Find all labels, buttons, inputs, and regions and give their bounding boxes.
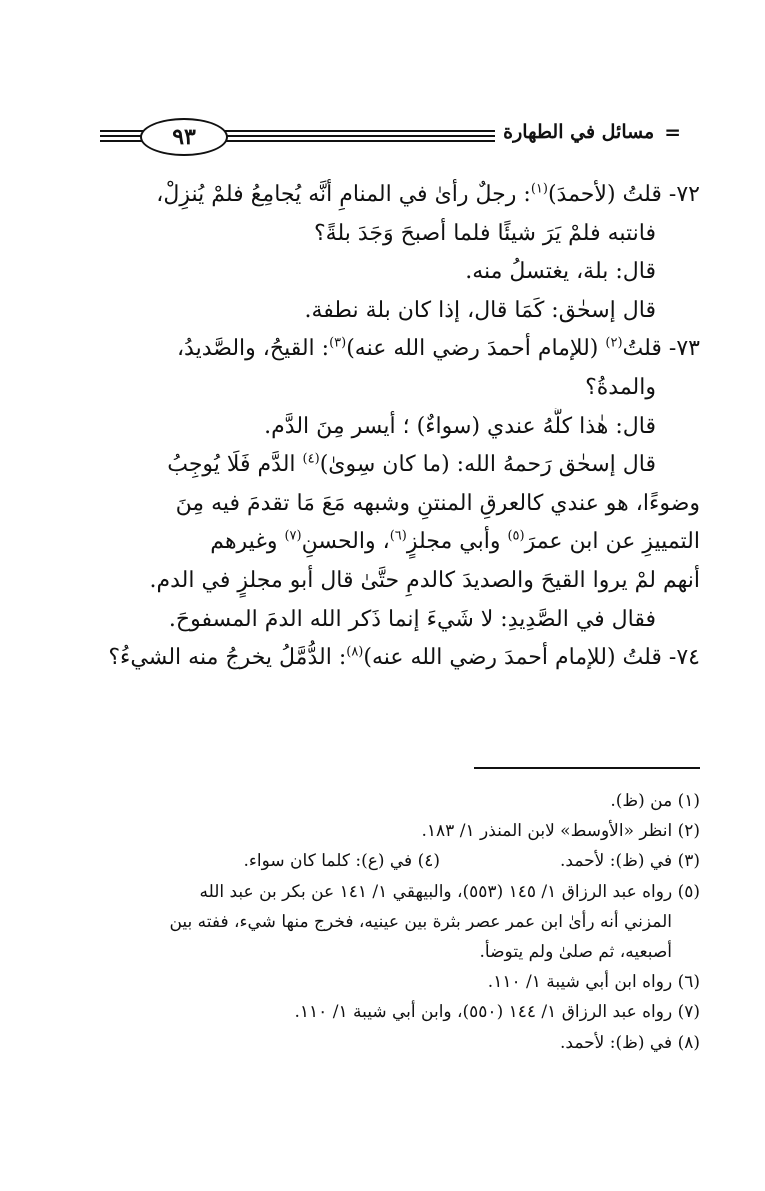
- header-mark: =: [664, 120, 680, 144]
- footnote-separator: [474, 767, 700, 769]
- footnote: (٢) انظر «الأوسط» لابن المنذر ١/ ١٨٣.: [421, 821, 700, 842]
- footnote-continuation: المزني أنه رأىٰ ابن عمر عصر بثرة بين عينيه، فخرج منها شيء، ففته بين: [169, 911, 672, 932]
- footnotes: [88, 786, 700, 1058]
- footnote-ref: (٧): [284, 529, 302, 545]
- main-text: [88, 176, 700, 678]
- footnote-ref: (٣): [329, 336, 347, 352]
- footnote-pair: [88, 846, 700, 876]
- footnote: (١) من (ظ).: [610, 791, 700, 811]
- page-header: [100, 118, 680, 158]
- footnote-continuation: أصبعيه، ثم صلىٰ ولم يتوضأ.: [479, 942, 672, 963]
- text-line: ٧٤- قلتُ (للإمام أحمدَ رضي الله عنه)$^{(٨)}$: الدُّمَّلُ يخرجُ منه الشيءُ؟: [108, 644, 700, 671]
- text-line: قال: بلة، يغتسلُ منه.: [465, 259, 656, 285]
- text-line: فانتبه فلمْ يَرَ شيئًا فلما أصبحَ وَجَدَ بلةً؟: [314, 220, 656, 246]
- text-line: أنهم لمْ يروا القيحَ والصديدَ كالدمِ حتَّىٰ قال أبو مجلزٍ في الدم.: [149, 567, 700, 593]
- footnote: (٨) في (ظ): لأحمد.: [560, 1032, 700, 1053]
- running-head: [495, 120, 680, 144]
- footnote-ref: (٨): [346, 644, 364, 660]
- text-line: فقال في الصَّدِيدِ: لا شَيءَ إنما ذَكر الله الدمَ المسفوحَ.: [168, 606, 656, 632]
- footnote: (٤) في (ع): كلما كان سواء.: [243, 851, 440, 872]
- text-line: ٧٢- قلتُ (لأحمدَ)$^{(١)}$: رجلٌ رأىٰ في المنامِ أنَّه يُجامِعُ فلمْ يُنزِلْ،: [156, 181, 700, 207]
- footnote-ref: (١): [530, 181, 548, 197]
- text-line: ٧٣- قلتُ$^{(٢)}$ (للإمام أحمدَ رضي الله عنه)$^{(٣)}$: القيحُ، والصَّديدُ،: [176, 336, 700, 362]
- footnote-ref: (٦): [389, 529, 407, 545]
- footnote-ref: (٤): [302, 451, 320, 467]
- page-number: [140, 118, 228, 156]
- text-line: والمدةُ؟: [585, 374, 656, 400]
- footnote-ref: (٢): [605, 336, 623, 352]
- page-number-text: ٩٣: [172, 124, 196, 150]
- text-line: قال إسحٰق رَحمهُ الله: (ما كان سِوىٰ)$^{(٤)}$ الدَّم فَلَا يُوجِبُ: [167, 451, 656, 478]
- text-line: قال إسحٰق: كَمَا قال، إذا كان بلة نطفة.: [304, 297, 656, 323]
- footnote: (٦) رواه ابن أبي شيبة ١/ ١١٠.: [487, 972, 700, 993]
- footnote-ref: (٥): [507, 529, 525, 545]
- footnote: (٣) في (ظ): لأحمد.: [560, 851, 700, 872]
- text-line: التمييزِ عن ابن عمرَ$^{(٥)}$ وأبي مجلزٍ$^{(٦)}$، والحسنِ$^{(٧)}$ وغيرهم: [210, 529, 700, 555]
- footnote: (٧) رواه عبد الرزاق ١/ ١٤٤ (٥٥٠)، وابن أبي شيبة ١/ ١١٠.: [294, 1002, 700, 1023]
- text-line: وضوءًا، هو عندي كالعرقِ المنتنِ وشبهه مَعَ مَا تقدمَ فيه مِنَ: [175, 490, 700, 516]
- running-head-title: مسائل في الطهارة: [503, 121, 655, 143]
- footnote: (٥) رواه عبد الرزاق ١/ ١٤٥ (٥٥٣)، والبيهقي ١/ ١٤١ عن بكر بن عبد الله: [199, 881, 700, 902]
- text-line: قال: هٰذا كلُّهُ عندي (سواءٌ) ؛ أيسر مِنَ الدَّم.: [264, 413, 656, 439]
